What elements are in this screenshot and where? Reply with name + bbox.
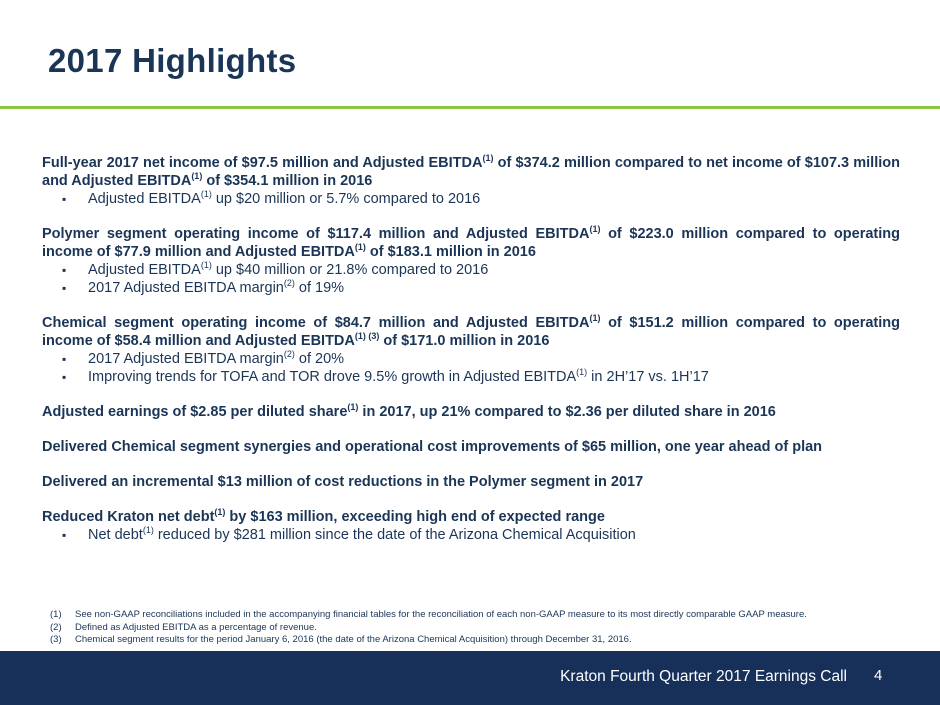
text-segment: of $223.0 million compared to operating income of $77.9 million and Adjusted EBITDA xyxy=(42,226,900,260)
spacer xyxy=(42,456,900,473)
footnote-ref: (1) xyxy=(142,525,154,535)
highlight-heading xyxy=(42,403,900,421)
highlight-heading xyxy=(42,314,900,350)
text-segment: Net debt xyxy=(88,527,143,543)
bullet-square-icon: ▪ xyxy=(62,370,67,384)
text-segment: Reduced Kraton net debt xyxy=(42,509,215,525)
footnote-number: (1) xyxy=(50,609,62,620)
footnote-ref: (2) xyxy=(283,278,295,288)
bullet-square-icon: ▪ xyxy=(62,352,67,366)
text-segment: Polymer segment operating income of $117.4 million and Adjusted EBITDA xyxy=(42,226,590,242)
text-segment: 2017 Adjusted EBITDA margin xyxy=(88,280,284,296)
text-segment: Improving trends for TOFA and TOR drove 9.5% growth in Adjusted EBITDA xyxy=(88,369,577,385)
footnote-ref: (1) xyxy=(214,507,226,517)
footnote-ref: (1) xyxy=(589,313,601,323)
bullet-square-icon: ▪ xyxy=(62,263,67,277)
footnote-ref: (1) xyxy=(354,242,366,252)
highlight-bullet xyxy=(42,261,900,279)
text-segment: Chemical segment operating income of $84.7 million and Adjusted EBITDA xyxy=(42,315,590,331)
highlight-heading xyxy=(42,154,900,190)
text-segment: up $40 million or 21.8% compared to 2016 xyxy=(211,262,489,278)
text-segment: up $20 million or 5.7% compared to 2016 xyxy=(211,191,481,207)
text-segment: 2017 Adjusted EBITDA margin xyxy=(88,351,284,367)
footnote-ref: (1) xyxy=(200,260,212,270)
highlight-bullet xyxy=(42,526,900,544)
spacer xyxy=(42,297,900,314)
footnote-text: Chemical segment results for the period January 6, 2016 (the date of the Arizona Chemical Acquisition) through December 31, 2016. xyxy=(75,634,632,645)
title-divider xyxy=(0,106,940,109)
text-segment: of 20% xyxy=(294,351,345,367)
highlight-bullet xyxy=(42,350,900,368)
text-segment: Adjusted EBITDA xyxy=(88,191,201,207)
footnote-ref: (1) xyxy=(347,402,359,412)
footer-bar xyxy=(0,651,940,705)
text-segment: of $183.1 million in 2016 xyxy=(365,244,536,260)
text-segment: Full-year 2017 net income of $97.5 million and Adjusted EBITDA xyxy=(42,155,483,171)
text-segment: of $354.1 million in 2016 xyxy=(202,173,373,189)
text-segment: Delivered an incremental $13 million of cost reductions in the Polymer segment in 2017 xyxy=(42,474,644,490)
highlight-heading xyxy=(42,225,900,261)
bullet-square-icon: ▪ xyxy=(62,192,67,206)
footnote-ref: (2) xyxy=(283,349,295,359)
footnote-ref: (1) xyxy=(200,189,212,199)
spacer xyxy=(42,421,900,438)
text-segment: of $171.0 million in 2016 xyxy=(379,333,550,349)
footnote xyxy=(50,622,910,635)
footnotes xyxy=(50,609,910,647)
footnote-ref: (1) xyxy=(576,367,588,377)
footnote-text: See non-GAAP reconciliations included in the accompanying financial tables for the reconciliation of each non-GAAP measure to its most directly comparable GAAP measure. xyxy=(75,609,807,620)
text-segment: reduced by $281 million since the date of the Arizona Chemical Acquisition xyxy=(153,527,636,543)
bullet-square-icon: ▪ xyxy=(62,528,67,542)
bullet-square-icon: ▪ xyxy=(62,281,67,295)
text-segment: in 2017, up 21% compared to $2.36 per diluted share in 2016 xyxy=(358,404,776,420)
footer-title: Kraton Fourth Quarter 2017 Earnings Call xyxy=(560,668,847,685)
text-segment: in 2H’17 vs. 1H’17 xyxy=(587,369,709,385)
footnote-ref: (1) xyxy=(482,153,494,163)
highlight-heading xyxy=(42,438,900,456)
highlight-heading xyxy=(42,508,900,526)
text-segment: Adjusted earnings of $2.85 per diluted share xyxy=(42,404,348,420)
footnote-text: Defined as Adjusted EBITDA as a percentage of revenue. xyxy=(75,621,317,633)
highlights-list xyxy=(42,154,900,544)
footnote-number: (3) xyxy=(50,634,62,645)
spacer xyxy=(42,208,900,225)
footnote xyxy=(50,634,910,647)
highlight-heading xyxy=(42,473,900,491)
highlight-bullet xyxy=(42,190,900,208)
slide-title: 2017 Highlights xyxy=(48,42,297,79)
footnote-number: (2) xyxy=(50,621,62,633)
highlight-bullet xyxy=(42,279,900,297)
spacer xyxy=(42,491,900,508)
text-segment: of $374.2 million compared to net income of $107.3 million and Adjusted EBITDA xyxy=(42,155,900,189)
spacer xyxy=(42,386,900,403)
text-segment: Adjusted EBITDA xyxy=(88,262,201,278)
text-segment: by $163 million, exceeding high end of expected range xyxy=(225,509,605,525)
footnote-ref: (1) (3) xyxy=(354,331,380,341)
text-segment: Delivered Chemical segment synergies and operational cost improvements of $65 million, one year ahead of plan xyxy=(42,439,823,455)
footnote-ref: (1) xyxy=(191,171,203,181)
text-segment: of 19% xyxy=(294,280,345,296)
page-number: 4 xyxy=(874,667,883,684)
footnote-ref: (1) xyxy=(589,224,601,234)
footnote xyxy=(50,609,910,622)
highlight-bullet xyxy=(42,368,900,386)
text-segment: of $151.2 million compared to operating income of $58.4 million and Adjusted EBITDA xyxy=(42,315,900,349)
